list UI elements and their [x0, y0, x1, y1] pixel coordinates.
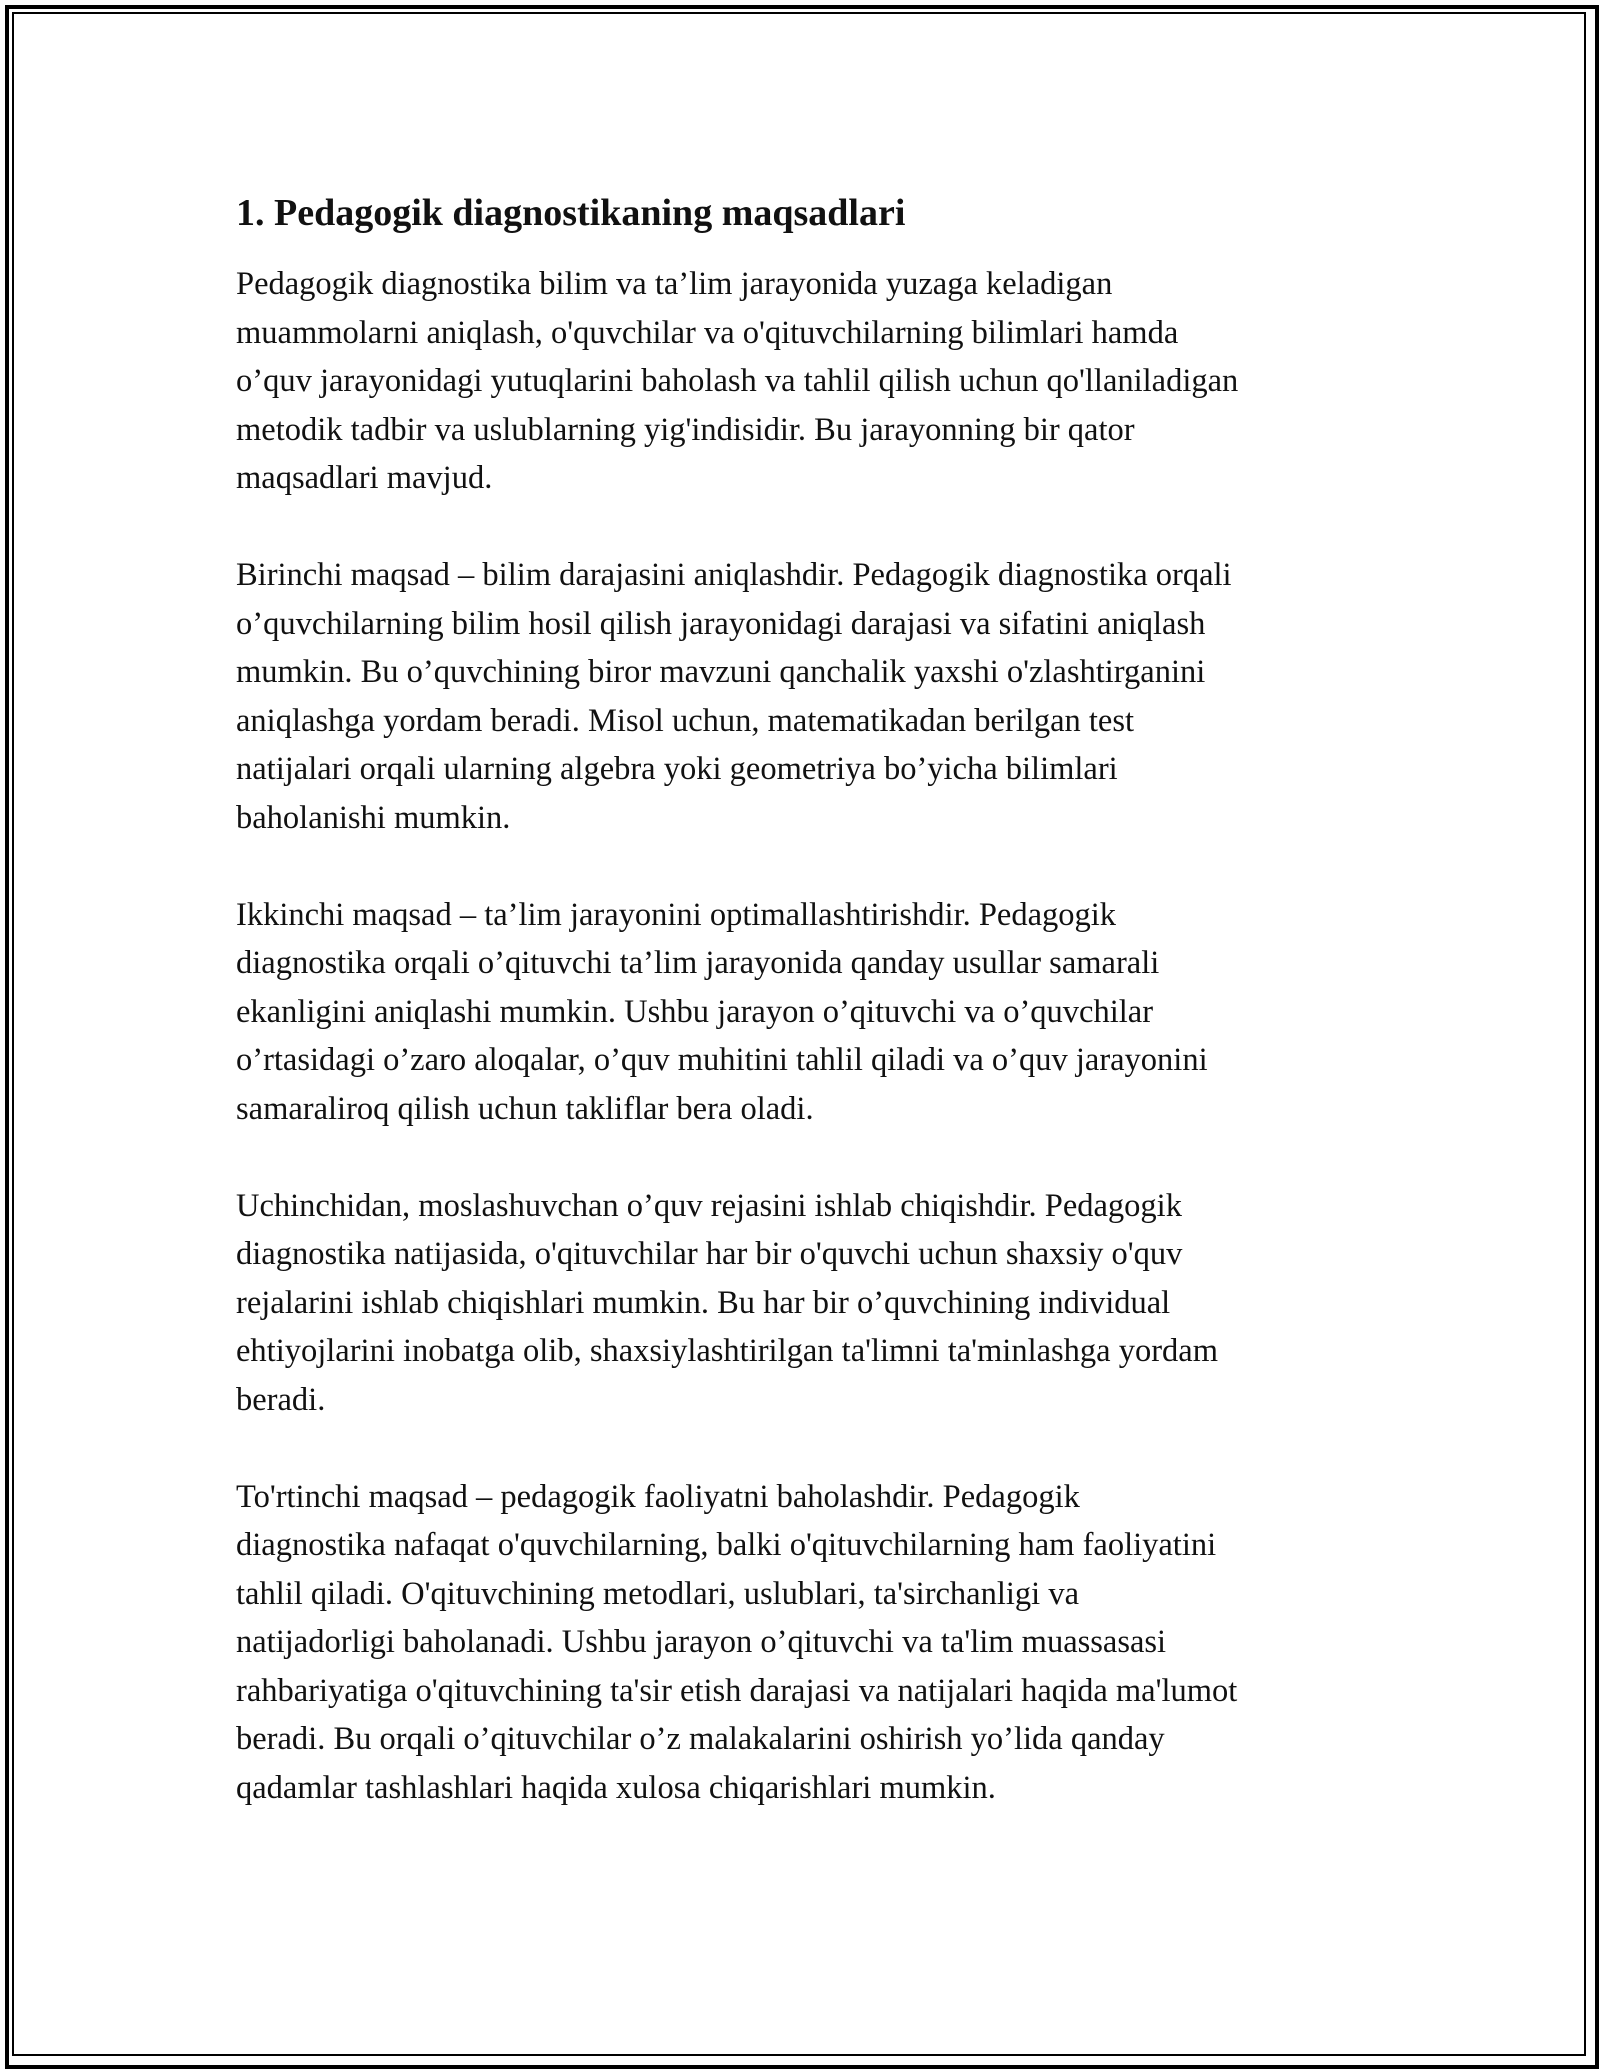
- text-line: o’rtasidagi o’zaro aloqalar, o’quv muhitini tahlil qiladi va o’quv jarayonini: [236, 1042, 1208, 1078]
- text-line: tahlil qiladi. O'qituvchining metodlari, uslublari, ta'sirchanligi va: [236, 1575, 1080, 1612]
- text-line: beradi. Bu orqali o’qituvchilar o’z malakalarini oshirish yo’lida qanday: [236, 1721, 1165, 1757]
- text-line: natijadorligi baholanadi. Ushbu jarayon o’qituvchi va ta'lim muassasasi: [236, 1624, 1167, 1660]
- text-line: o’quv jarayonidagi yutuqlarini baholash va tahlil qilish uchun qo'llaniladigan: [236, 363, 1239, 399]
- text-line: Uchinchidan, moslashuvchan o’quv rejasini ishlab chiqishdir. Pedagogik: [236, 1187, 1182, 1224]
- text-line: ehtiyojlarini inobatga olib, shaxsiylashtirilgan ta'limni ta'minlashga yordam: [236, 1333, 1219, 1369]
- text-line: Pedagogik diagnostika bilim va ta’lim jarayonida yuzaga keladigan: [236, 266, 1113, 302]
- text-line: mumkin. Bu o’quvchining biror mavzuni qanchalik yaxshi o'zlashtirganini: [236, 654, 1206, 690]
- text-line: diagnostika natijasida, o'qituvchilar har bir o'quvchi uchun shaxsiy o'quv: [236, 1236, 1183, 1272]
- text-line: rejalarini ishlab chiqishlari mumkin. Bu har bir o’quvchining individual: [236, 1284, 1171, 1321]
- text-line: ekanligini aniqlashi mumkin. Ushbu jarayon o’qituvchi va o’quvchilar: [236, 993, 1154, 1030]
- text-line: diagnostika nafaqat o'quvchilarning, balki o'qituvchilarning ham faoliyatini: [236, 1527, 1217, 1563]
- text-line: natijalari orqali ularning algebra yoki geometriya bo’yicha bilimlari: [236, 751, 1118, 787]
- text-line: baholanishi mumkin.: [236, 799, 511, 836]
- text-line: Birinchi maqsad – bilim darajasini aniqlashdir. Pedagogik diagnostika orqali: [236, 557, 1232, 593]
- section-heading: 1. Pedagogik diagnostikaning maqsadlari: [236, 192, 906, 234]
- text-line: muammolarni aniqlash, o'quvchilar va o'qituvchilarning bilimlari hamda: [236, 314, 1179, 351]
- text-line: samaraliroq qilish uchun takliflar bera oladi.: [236, 1090, 814, 1127]
- text-line: metodik tadbir va uslublarning yig'indisidir. Bu jarayonning bir qator: [236, 411, 1135, 448]
- text-line: maqsadlari mavjud.: [236, 460, 493, 496]
- text-line: beradi.: [236, 1381, 326, 1418]
- text-line: aniqlashga yordam beradi. Misol uchun, matematikadan berilgan test: [236, 702, 1135, 739]
- paragraph-intro: [236, 260, 1386, 503]
- text-line: Ikkinchi maqsad – ta’lim jarayonini optimallashtirishdir. Pedagogik: [236, 896, 1117, 933]
- text-line: diagnostika orqali o’qituvchi ta’lim jarayonida qanday usullar samarali: [236, 945, 1160, 981]
- document-body: [236, 188, 1386, 1861]
- paragraph-fourth-goal: [236, 1473, 1386, 1813]
- text-line: To'rtinchi maqsad – pedagogik faoliyatni baholashdir. Pedagogik: [236, 1478, 1080, 1515]
- text-line: qadamlar tashlashlari haqida xulosa chiqarishlari mumkin.: [236, 1769, 996, 1806]
- text-line: o’quvchilarning bilim hosil qilish jarayonidagi darajasi va sifatini aniqlash: [236, 605, 1206, 642]
- paragraph-second-goal: [236, 891, 1386, 1134]
- text-line: rahbariyatiga o'qituvchining ta'sir etish darajasi va natijalari haqida ma'lumot: [236, 1672, 1238, 1709]
- paragraph-first-goal: [236, 551, 1386, 842]
- paragraph-third-goal: [236, 1182, 1386, 1425]
